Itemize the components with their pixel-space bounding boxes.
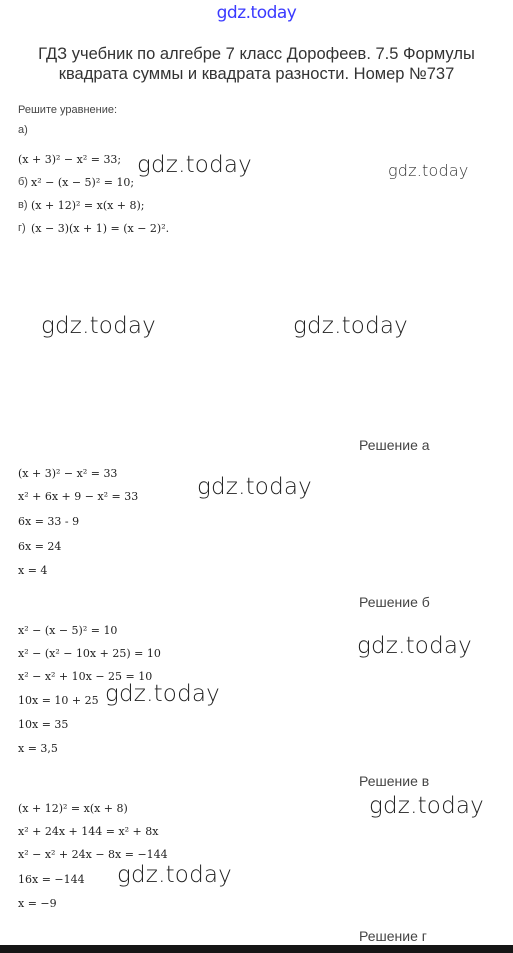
site-logo[interactable]: gdz.today bbox=[216, 3, 297, 23]
solution-v-line: x² − x² + 24x − 8x = −144 bbox=[18, 848, 168, 861]
task-label-g: г) bbox=[18, 222, 26, 234]
task-equation-v: (x + 12)² = x(x + 8); bbox=[31, 199, 145, 212]
watermark: gdz.today bbox=[197, 474, 312, 500]
solution-b-line: x² − (x² − 10x + 25) = 10 bbox=[18, 647, 161, 660]
watermark: gdz.today bbox=[357, 633, 472, 659]
solution-heading-b: Решение б bbox=[359, 594, 430, 610]
solution-b-line: x² − (x − 5)² = 10 bbox=[18, 624, 118, 637]
solution-b-line: 10x = 10 + 25 bbox=[18, 694, 99, 707]
page-title: ГДЗ учебник по алгебре 7 класс Дорофеев. 7.5 Формулы квадрата суммы и квадрата разности. Номер №737 bbox=[38, 45, 475, 83]
watermark: gdz.today bbox=[369, 793, 484, 819]
solution-b-line: 10x = 35 bbox=[18, 718, 69, 731]
watermark: gdz.today bbox=[388, 161, 469, 180]
solution-b-line: x = 3,5 bbox=[18, 742, 58, 755]
solution-heading-v: Решение в bbox=[359, 773, 430, 789]
solution-v-line: x² + 24x + 144 = x² + 8x bbox=[18, 825, 159, 838]
task-equation-b: x² − (x − 5)² = 10; bbox=[31, 176, 135, 189]
watermark: gdz.today bbox=[137, 152, 252, 178]
task-label-v: в) bbox=[18, 199, 28, 211]
solution-v-line: (x + 12)² = x(x + 8) bbox=[18, 802, 128, 815]
watermark: gdz.today bbox=[41, 313, 156, 339]
solution-a-line: (x + 3)² − x² = 33 bbox=[18, 467, 118, 480]
task-label-a: а) bbox=[18, 124, 28, 136]
task-equation-g: (x − 3)(x + 1) = (x − 2)². bbox=[31, 222, 170, 235]
solution-v-line: x = −9 bbox=[18, 897, 57, 910]
task-equation-a: (x + 3)² − x² = 33; bbox=[18, 153, 122, 166]
solution-v-line: 16x = −144 bbox=[18, 873, 85, 886]
watermark: gdz.today bbox=[293, 313, 408, 339]
solution-a-line: 6x = 24 bbox=[18, 540, 62, 553]
solution-a-line: x = 4 bbox=[18, 564, 48, 577]
solution-a-line: 6x = 33 - 9 bbox=[18, 515, 80, 528]
solution-heading-a: Решение а bbox=[359, 437, 430, 453]
bottom-bar bbox=[0, 945, 513, 953]
task-label-b: б) bbox=[18, 176, 28, 188]
watermark: gdz.today bbox=[105, 681, 220, 707]
solution-b-line: x² − x² + 10x − 25 = 10 bbox=[18, 670, 153, 683]
task-intro: Решите уравнение: bbox=[18, 104, 118, 116]
solution-a-line: x² + 6x + 9 − x² = 33 bbox=[18, 490, 139, 503]
watermark: gdz.today bbox=[117, 862, 232, 888]
solution-heading-g: Решение г bbox=[359, 928, 427, 944]
